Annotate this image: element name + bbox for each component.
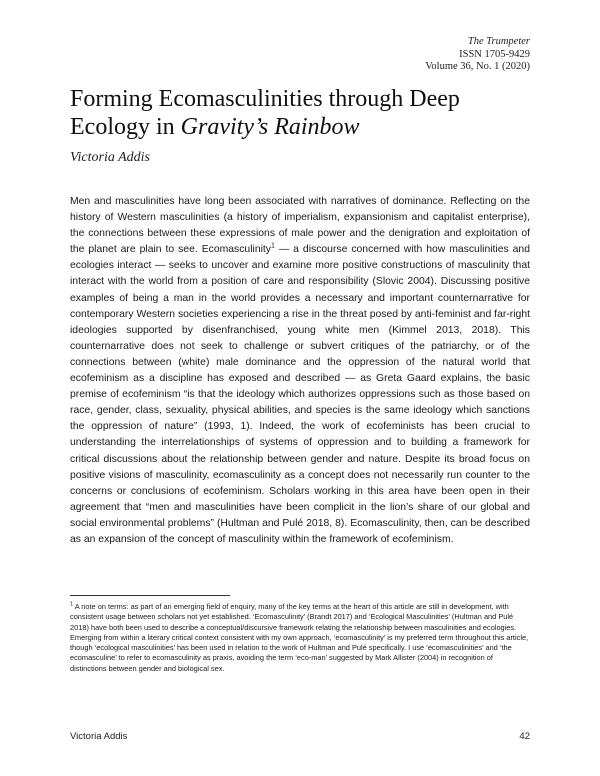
- footnote-number: 1: [70, 601, 74, 608]
- body-paragraph: [70, 194, 530, 548]
- article-title-main: Forming Ecomasculinities through Deep Ecology in: [70, 86, 460, 140]
- body-text-part-2: — a discourse concerned with how masculinities and ecologies interact — seeks to uncover and examine more positive constructions of masculinity that interact with the world from a position of care and responsibility (Slovic 2004). Discussing positive examples of being a man in the world provides a necessary and important counternarrative for contemporary Western societies experiencing a rise in the threat posed by anti-feminist and far-right ideologies supported by disenfranchised, young white men (Kimmel 2013, 2018). This counternarrative does not seek to challenge or subvert critiques of the patriarchy, or of the connections between (white) male dominance and the oppression of the natural world that ecofeminism as a discipline has exposed and described — as Greta Gaard explains, the basic premise of ecofeminism “is that the ideology which authorizes oppressions such as those based on race, gender, class, sexuality, physical abilities, and species is the same ideology which sanctions the oppression of nature” (1993, 1). Indeed, the work of ecofeminists has been crucial to understanding the interrelationships of systems of oppression and to building a framework for critical discussions about the relationship between gender and nature. Despite its broad focus on positive visions of masculinity, ecomasculinity as a concept does not necessarily run counter to the concerns or conclusions of ecofeminism. Scholars working in this area have been open in their agreement that “men and masculinities have been complicit in the lion’s share of our global and social environmental problems” (Hultman and Pulé 2018, 8). Ecomasculinity, then, can be described as an expansion of the concept of masculinity within the framework of ecofeminism.: [70, 244, 530, 545]
- journal-volume: Volume 36, No. 1 (2020): [425, 61, 530, 72]
- journal-header: [425, 36, 530, 74]
- footer-author: Victoria Addis: [70, 731, 128, 742]
- page-number: 42: [519, 731, 530, 742]
- journal-name: The Trumpeter: [467, 36, 530, 47]
- body-text-part-1: Men and masculinities have long been associated with narratives of dominance. Reflecting on the history of Western masculinities (a history of imperialism, expansionism and capitalist enterprise), the connections between these expressions of male power and the denigration and exploitation of the planet are plain to see. Ecomasculinity: [70, 196, 530, 256]
- article-author: Victoria Addis: [70, 150, 150, 165]
- article-title-italic: Gravity’s Rainbow: [180, 114, 360, 140]
- footnote: [70, 602, 530, 674]
- footnote-divider: [70, 595, 230, 596]
- journal-issn: ISSN 1705-9429: [459, 48, 530, 60]
- article-title: [70, 85, 540, 141]
- footnote-text: A note on terms: as part of an emerging field of enquiry, many of the key terms at the heart of this article are still in development, with consistent usage between scholars not yet established. ‘Ecomasculinity’ (Brandt 2017) and ‘Ecological Masculinities’ (Hultman and Pulé 2018) have both been used to describe a conceptual/discursive framework relating the relationship between masculinities and ecologies. Emerging from within a literary critical context consistent with my own approach, ‘ecomasculinity’ is my preferred term throughout this article, though ‘ecological masculinities’ has been used in relation to the work of Hultman and Pulé specifically. I use ‘ecomasculinities’ and ‘the ecomasculine’ to refer to ecomasculinity as praxis, avoiding the term ‘eco-man’ suggested by Mark Allister (2004) in recognition of distinctions between gender and biological sex.: [70, 602, 529, 673]
- footnote-reference[interactable]: 1: [271, 242, 275, 250]
